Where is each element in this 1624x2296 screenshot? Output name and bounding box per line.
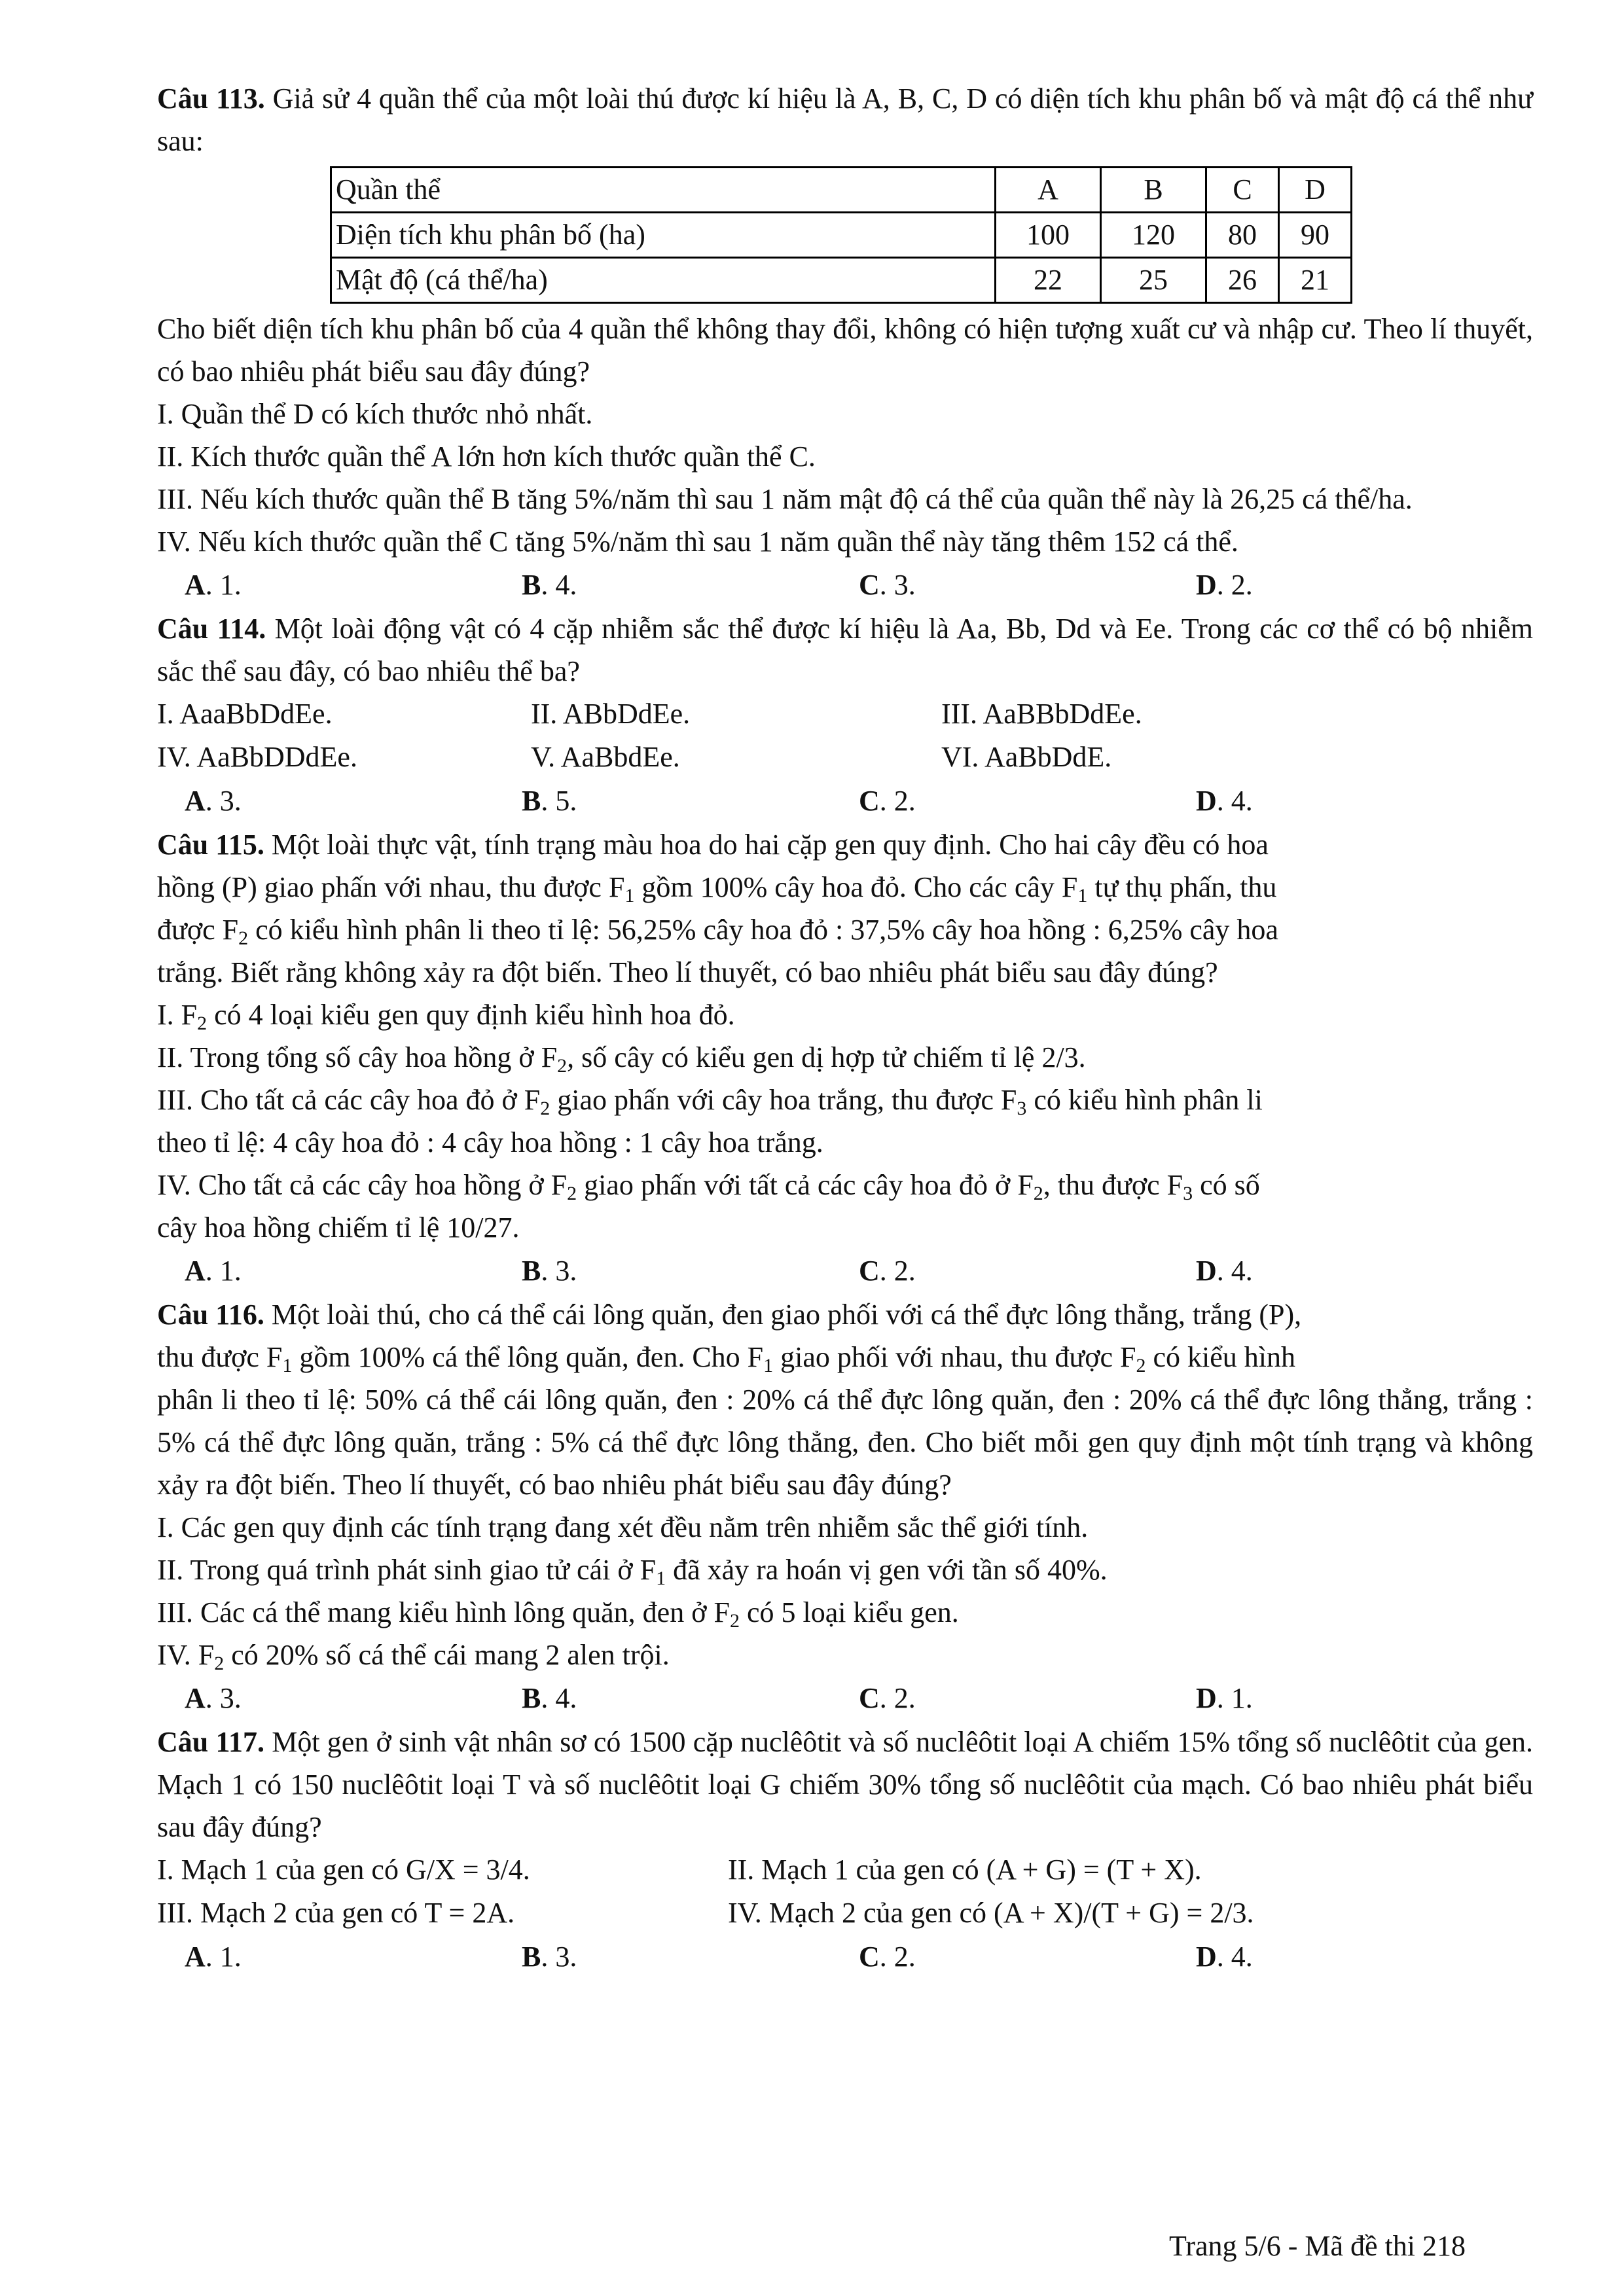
answer-option-d[interactable]: D. 2. <box>1196 569 1253 601</box>
table-cell: C <box>1206 168 1279 213</box>
answer-option-a[interactable]: A. 3. <box>185 1682 242 1714</box>
answer-option-b[interactable]: B. 3. <box>522 1941 577 1973</box>
question-text: được $F_2$ có kiểu hình phân li theo tỉ lệ: 56,25% cây hoa đỏ : 37,5% cây hoa hồng : 6,25% cây hoa <box>157 914 1278 949</box>
statement: cây hoa hồng chiếm tỉ lệ 10/27. <box>157 1211 520 1244</box>
answer-options <box>185 1935 1533 1979</box>
statement: theo tỉ lệ: 4 cây hoa đỏ : 4 cây hoa hồng : 1 cây hoa trắng. <box>157 1126 823 1158</box>
answer-option-a[interactable]: A. 1. <box>185 1255 242 1287</box>
question-stem: Câu 115. Một loài thực vật, tính trạng màu hoa do hai cặp gen quy định. Cho hai cây đều có hoa <box>157 829 1269 861</box>
question-115 <box>157 823 1533 1293</box>
statement: V. AaBbdEe. <box>531 741 680 773</box>
answer-options <box>185 779 1533 823</box>
table-row <box>331 258 1352 303</box>
statement: I. Mạch 1 của gen có G/X = 3/4. <box>157 1854 530 1886</box>
statement-row <box>157 1892 1533 1935</box>
page-footer: Trang 5/6 - Mã đề thi 218 <box>1169 2230 1466 2262</box>
question-text: trắng. Biết rằng không xảy ra đột biến. Theo lí thuyết, có bao nhiêu phát biểu sau đây đúng? <box>157 956 1218 988</box>
answer-option-b[interactable]: B. 4. <box>522 1682 577 1714</box>
answer-option-d[interactable]: D. 4. <box>1196 1941 1253 1973</box>
answer-options <box>185 1249 1533 1293</box>
question-114 <box>157 607 1533 823</box>
question-number: Câu 115. <box>157 829 264 861</box>
answer-option-c[interactable]: C. 2. <box>859 1682 916 1714</box>
statement: II. Trong quá trình phát sinh giao tử cái ở $F_1$ đã xảy ra hoán vị gen với tần số 40%. <box>157 1554 1108 1589</box>
answer-option-a[interactable]: A. 1. <box>185 1941 242 1973</box>
statement-row <box>157 736 1533 779</box>
question-stem: Câu 116. Một loài thú, cho cá thể cái lông quăn, đen giao phối với cá thể đực lông thẳng, trắng (P), <box>157 1299 1302 1331</box>
answer-option-b[interactable]: B. 3. <box>522 1255 577 1287</box>
answer-option-c[interactable]: C. 2. <box>859 785 916 817</box>
answer-options <box>185 563 1533 607</box>
question-stem: Câu 117. Một gen ở sinh vật nhân sơ có 1500 cặp nuclêôtit và số nuclêôtit loại A chiếm 15% tổng số nuclêôtit của gen. Mạch 1 có 150 nuclêôtit loại T và số nuclêôtit loại G chiếm 30% tổng số nuclêôtit của mạch. Có bao nhiêu phát biểu sau đây đúng? <box>157 1726 1533 1843</box>
question-text: thu được $F_1$ gồm 100% cá thể lông quăn, đen. Cho $F_1$ giao phối với nhau, thu được $F_2$ có kiểu hình <box>157 1341 1295 1376</box>
table-row <box>331 213 1352 258</box>
question-number: Câu 113. <box>157 82 265 115</box>
question-text: hồng (P) giao phấn với nhau, thu được $F_1$ gồm 100% cây hoa đỏ. Cho các cây $F_1$ tự thụ phấn, thu <box>157 871 1277 906</box>
statement: IV. Cho tất cả các cây hoa hồng ở $F_2$ giao phấn với tất cả các cây hoa đỏ ở $F_2$, thu được $F_3$ có số <box>157 1169 1260 1204</box>
statement: III. AaBBbDdEe. <box>941 698 1142 730</box>
table-cell: 120 <box>1101 213 1206 258</box>
table-cell: 21 <box>1279 258 1352 303</box>
statement: II. Trong tổng số cây hoa hồng ở $F_2$, số cây có kiểu gen dị hợp tử chiếm tỉ lệ 2/3. <box>157 1041 1086 1077</box>
table-cell: Quần thể <box>331 168 996 213</box>
answer-option-c[interactable]: C. 2. <box>859 1941 916 1973</box>
answer-option-b[interactable]: B. 4. <box>522 569 577 601</box>
exam-page <box>157 77 1533 1979</box>
question-number: Câu 114. <box>157 613 266 645</box>
statement: IV. Mạch 2 của gen có (A + X)/(T + G) = 2/3. <box>728 1897 1254 1929</box>
table-cell: 80 <box>1206 213 1279 258</box>
statement-row <box>157 692 1533 736</box>
statement: I. Các gen quy định các tính trạng đang xét đều nằm trên nhiễm sắc thể giới tính. <box>157 1511 1089 1543</box>
statement: IV. AaBbDDdEe. <box>157 741 357 773</box>
table-cell: Mật độ (cá thể/ha) <box>331 258 996 303</box>
answer-option-c[interactable]: C. 3. <box>859 569 916 601</box>
statement: IV. Nếu kích thước quần thể C tăng 5%/năm thì sau 1 năm quần thể này tăng thêm 152 cá thể. <box>157 526 1238 558</box>
statement: I. AaaBbDdEe. <box>157 698 333 730</box>
statement: I. $F_2$ có 4 loại kiểu gen quy định kiểu hình hoa đỏ. <box>157 999 735 1034</box>
question-stem: Câu 114. Một loài động vật có 4 cặp nhiễm sắc thể được kí hiệu là Aa, Bb, Dd và Ee. Trong các cơ thể có bộ nhiễm sắc thể sau đây, có bao nhiêu thể ba? <box>157 613 1533 687</box>
statement-row <box>157 1848 1533 1892</box>
statement: III. Nếu kích thước quần thể B tăng 5%/năm thì sau 1 năm mật độ cá thể của quần thể này là 26,25 cá thể/ha. <box>157 483 1413 515</box>
question-117 <box>157 1721 1533 1979</box>
statement: I. Quần thể D có kích thước nhỏ nhất. <box>157 398 593 430</box>
table-cell: 26 <box>1206 258 1279 303</box>
statement: III. Cho tất cả các cây hoa đỏ ở $F_2$ giao phấn với cây hoa trắng, thu được $F_3$ có kiểu hình phân li <box>157 1084 1263 1119</box>
table-cell: 22 <box>996 258 1101 303</box>
question-116 <box>157 1293 1533 1721</box>
statement: VI. AaBbDdE. <box>941 741 1112 773</box>
statement: IV. $F_2$ có 20% số cá thể cái mang 2 alen trội. <box>157 1639 670 1674</box>
statement: II. ABbDdEe. <box>531 698 691 730</box>
answer-option-a[interactable]: A. 1. <box>185 569 242 601</box>
answer-option-d[interactable]: D. 4. <box>1196 785 1253 817</box>
question-113 <box>157 77 1533 607</box>
question-text: phân li theo tỉ lệ: 50% cá thể cái lông quăn, đen : 20% cá thể đực lông quăn, đen : 20% cá thể đực lông thẳng, trắng : 5% cá thể đực lông quăn, trắng : 5% cá thể đực lông thẳng, đen. Cho biết mỗi gen quy định một tính trạng và không xảy ra đột biến. Theo lí thuyết, có bao nhiêu phát biểu sau đây đúng? <box>157 1384 1533 1501</box>
answer-option-d[interactable]: D. 4. <box>1196 1255 1253 1287</box>
statement: III. Các cá thể mang kiểu hình lông quăn, đen ở $F_2$ có 5 loại kiểu gen. <box>157 1596 959 1632</box>
table-row <box>331 168 1352 213</box>
question-number: Câu 117. <box>157 1726 265 1758</box>
table-cell: 25 <box>1101 258 1206 303</box>
question-stem: Câu 113. Giả sử 4 quần thể của một loài thú được kí hiệu là A, B, C, D có diện tích khu phân bố và mật độ cá thể như sau: <box>157 82 1533 157</box>
answer-option-d[interactable]: D. 1. <box>1196 1682 1253 1714</box>
table-cell: D <box>1279 168 1352 213</box>
answer-option-b[interactable]: B. 5. <box>522 785 577 817</box>
table-cell: 100 <box>996 213 1101 258</box>
statement: II. Mạch 1 của gen có (A + G) = (T + X). <box>728 1854 1202 1886</box>
table-cell: Diện tích khu phân bố (ha) <box>331 213 996 258</box>
answer-option-c[interactable]: C. 2. <box>859 1255 916 1287</box>
answer-options <box>185 1676 1533 1721</box>
answer-option-a[interactable]: A. 3. <box>185 785 242 817</box>
statement: II. Kích thước quần thể A lớn hơn kích thước quần thể C. <box>157 440 816 473</box>
question-number: Câu 116. <box>157 1299 264 1331</box>
statement: III. Mạch 2 của gen có T = 2A. <box>157 1897 515 1929</box>
table-cell: B <box>1101 168 1206 213</box>
table-cell: 90 <box>1279 213 1352 258</box>
population-table <box>330 166 1352 304</box>
table-cell: A <box>996 168 1101 213</box>
question-text: Cho biết diện tích khu phân bố của 4 quần thể không thay đổi, không có hiện tượng xuất cư và nhập cư. Theo lí thuyết, có bao nhiêu phát biểu sau đây đúng? <box>157 313 1533 387</box>
